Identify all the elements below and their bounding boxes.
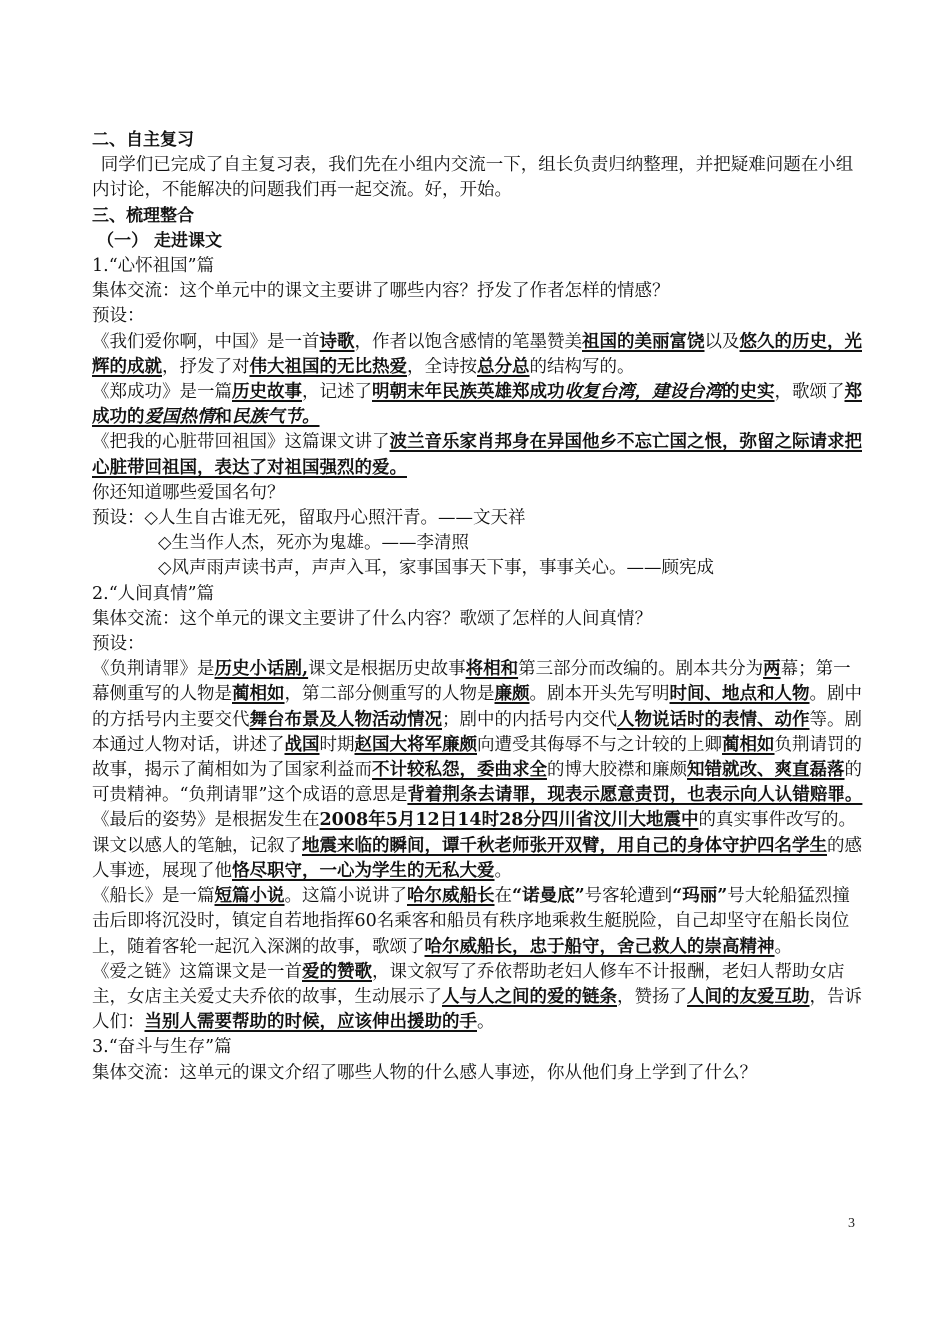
unit-2-paragraph-1: 《负荆请罪》是历史小话剧,课文是根据历史故事将相和第三部分而改编的。剧本共分为两幕；第一幕侧重写的人物是蔺相如，第二部分侧重写的人物是廉颇。剧本开头先写明时间、地点和人物。剧中的方括号内主要交代舞台布景及人物活动情况；剧中的内括号内交代人物说话时的表情、动作等。剧本通过人物对话，讲述了战国时期赵国大将军廉颇向遭受其侮辱不与之计较的上卿蔺相如负荆请罚的故事，揭示了蔺相如为了国家利益而不计较私怨，委曲求全的博大胶襟和廉颇知错就改、爽直磊落的可贵精神。“负荆请罪”这个成语的意思是背着荆条去请罪，现表示愿意责罚，也表示向人认错赔罪。 (92, 659, 863, 806)
unit-2-paragraph-4: 《爱之链》这篇课文是一首爱的赞歌，课文叙写了乔依帮助老妇人修车不计报酬，老妇人帮助女店主，女店主关爱丈夫乔依的故事，生动展示了人与人之间的爱的链条，赞扬了人间的友爱互助，告诉人们：当别人需要帮助的时候，应该伸出援助的手。 (92, 961, 862, 1033)
poem-question: 你还知道哪些爱国名句？ (92, 482, 285, 503)
unit-2-preset: 预设： (92, 634, 145, 655)
unit-1-question: 集体交流：这个单元中的课文主要讲了哪些内容？抒发了作者怎样的情感？ (92, 281, 670, 302)
section-2-heading: 二、自主复习 (92, 130, 194, 150)
unit-1-paragraph-2: 《郑成功》是一篇历史故事，记述了明朝末年民族英雄郑成功收复台湾，建设台湾的史实，歌颂了郑成功的爱国热情和民族气节。 (92, 382, 862, 428)
unit-3-question: 集体交流：这单元的课文介绍了哪些人物的什么感人事迹，你从他们身上学到了什么？ (92, 1062, 757, 1083)
subsection-1-heading: （一） 走进课文 (97, 230, 223, 251)
unit-1-preset: 预设： (92, 306, 145, 327)
page-number: 3 (848, 1216, 855, 1231)
unit-2-question: 集体交流：这个单元的课文主要讲了什么内容？歌颂了怎样的人间真情？ (92, 608, 652, 629)
unit-1-paragraph-1: 《我们爱你啊，中国》是一首诗歌，作者以饱含感情的笔墨赞美祖国的美丽富饶以及悠久的历史，光辉的成就，抒发了对伟大祖国的无比热爱，全诗按总分总的结构写的。 (92, 331, 862, 377)
unit-1-title: 1.“心怀祖国”篇 (92, 256, 215, 277)
unit-2-paragraph-2: 《最后的姿势》是根据发生在2008年5月12日14时28分四川省汶川大地震中的真实事件改写的。课文以感人的笔触，记叙了地震来临的瞬间，谭千秋老师张开双臂，用自己的身体守护四名学生的感人事迹，展现了他恪尽职守，一心为学生的无私大爱。 (92, 810, 862, 881)
unit-1-paragraph-3: 《把我的心脏带回祖国》这篇课文讲了波兰音乐家肖邦身在异国他乡不忘亡国之恨，弥留之际请求把心脏带回祖国，表达了对祖国强烈的爱。 (92, 432, 862, 478)
section-2-paragraph: 同学们已完成了自主复习表，我们先在小组内交流一下，组长负责归纳整理，并把疑难问题在小组内讨论，不能解决的问题我们再一起交流。好，开始。 (92, 155, 854, 201)
poem-quote-1: 预设：◇人生自古谁无死，留取丹心照汗青。——文天祥 (92, 508, 526, 529)
document-body (92, 128, 867, 1086)
poem-quote-2: ◇生当作人杰，死亦为鬼雄。——李清照 (158, 533, 469, 554)
unit-2-paragraph-3: 《船长》是一篇短篇小说。这篇小说讲了哈尔威船长在“诺曼底”号客轮遭到“玛丽”号大轮船猛烈撞击后即将沉没时，镇定自若地指挥60名乘客和船员有秩序地乘救生艇脱险，自己却坚守在船长岗位上，随着客轮一起沉入深渊的故事，歌颂了哈尔威船长，忠于船守，舍己救人的崇高精神。 (92, 886, 850, 957)
section-3-heading: 三、梳理整合 (92, 205, 194, 226)
unit-2-title: 2.“人间真情”篇 (92, 583, 215, 604)
poem-quote-3: ◇风声雨声读书声，声声入耳，家事国事天下事，事事关心。——顾宪成 (158, 558, 714, 579)
unit-3-title: 3.“奋斗与生存”篇 (92, 1037, 232, 1058)
